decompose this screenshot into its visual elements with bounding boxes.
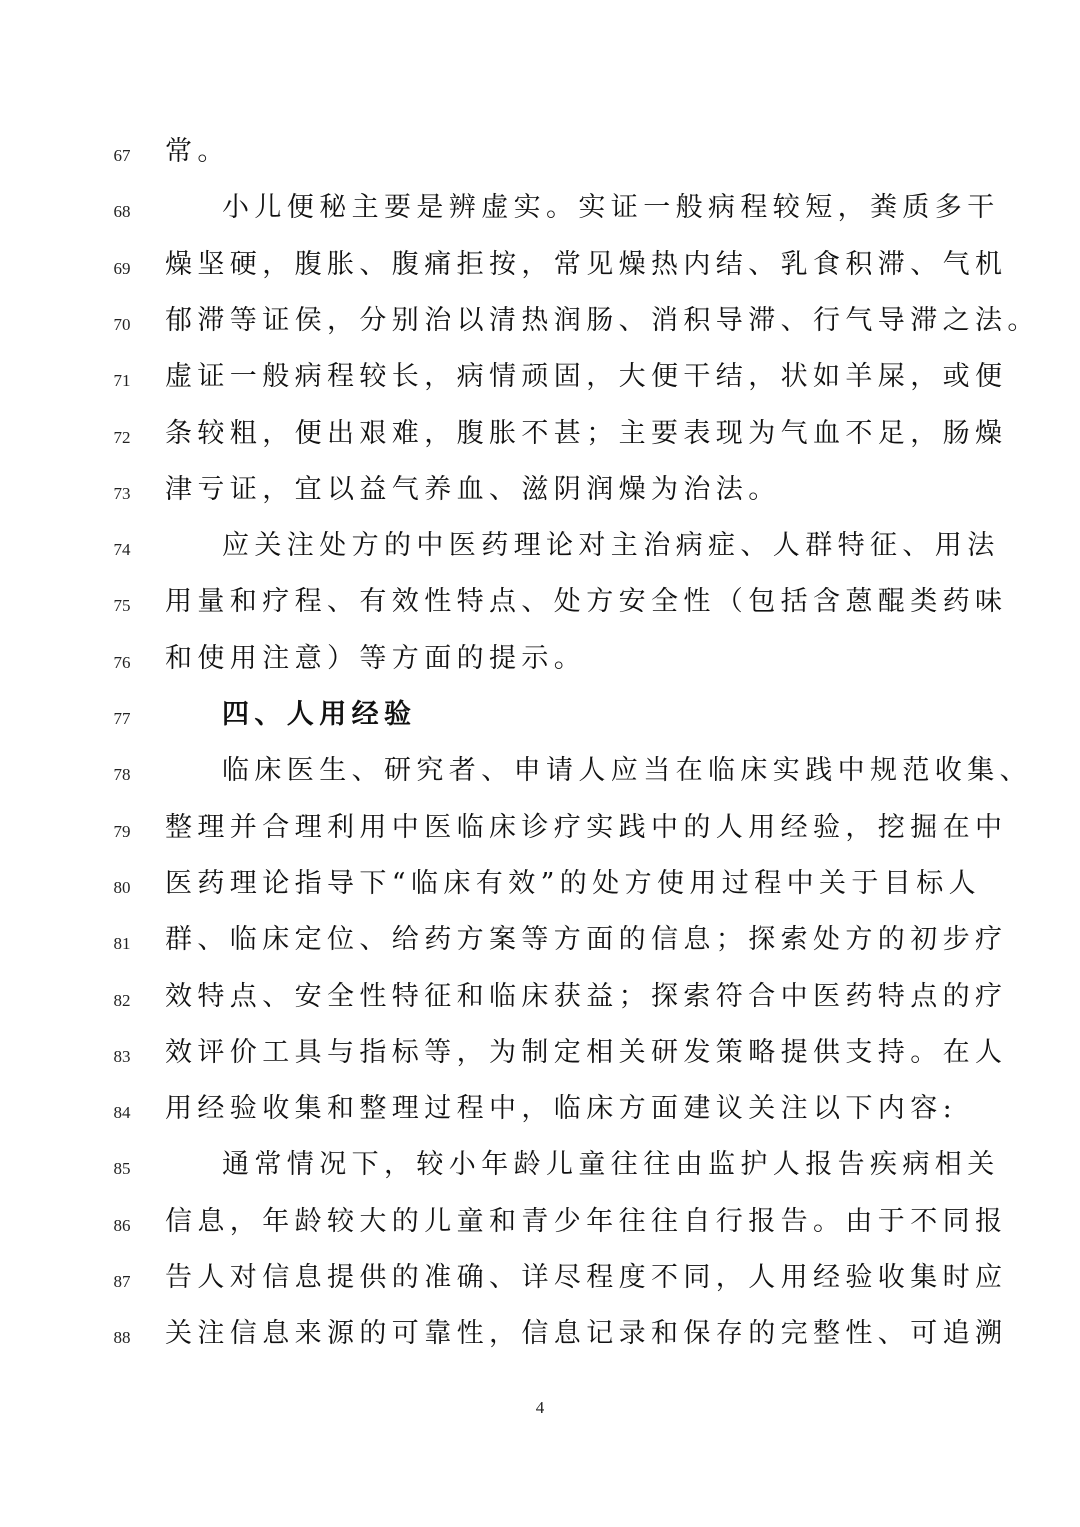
line-text: 临床医生、研究者、申请人应当在临床实践中规范收集、	[222, 755, 1032, 787]
text-line	[0, 635, 1080, 691]
line-number: 82	[113, 990, 131, 1010]
line-number: 81	[113, 934, 131, 954]
text-line	[0, 466, 1080, 522]
section-heading-line	[0, 691, 1080, 747]
line-number: 83	[113, 1046, 131, 1066]
line-text: 条较粗，便出艰难，腹胀不甚；主要表现为气血不足，肠燥	[165, 417, 1008, 449]
line-text: 虚证一般病程较长，病情顽固，大便干结，状如羊屎，或便	[165, 361, 1008, 393]
line-text: 告人对信息提供的准确、详尽程度不同，人用经验收集时应	[165, 1262, 1008, 1293]
text-line	[0, 1254, 1080, 1310]
text-line	[0, 410, 1080, 466]
text-line	[0, 1310, 1080, 1366]
section-heading: 四、人用经验	[222, 699, 417, 730]
line-text: 常。	[165, 136, 230, 167]
text-line	[0, 297, 1080, 353]
text-line	[0, 184, 1080, 240]
line-number: 84	[113, 1103, 131, 1123]
line-text: 信息，年龄较大的儿童和青少年往往自行报告。由于不同报	[165, 1205, 1008, 1237]
line-number: 85	[113, 1159, 131, 1179]
text-line	[0, 973, 1080, 1029]
text-line	[0, 1198, 1080, 1254]
line-number: 79	[113, 821, 131, 841]
line-text: 和使用注意）等方面的提示。	[165, 642, 587, 674]
line-number: 68	[113, 202, 131, 222]
text-line	[0, 241, 1080, 297]
line-number: 86	[113, 1215, 131, 1235]
line-number: 77	[113, 709, 131, 728]
line-number: 76	[113, 652, 131, 672]
text-line	[0, 747, 1080, 803]
line-number: 74	[113, 540, 131, 560]
line-number: 73	[113, 483, 131, 503]
line-text: 津亏证，宜以益气养血、滋阴润燥为治法。	[165, 473, 781, 505]
text-line	[0, 578, 1080, 634]
text-line	[0, 353, 1080, 409]
text-line	[0, 1029, 1080, 1085]
line-text: 效特点、安全性特征和临床获益；探索符合中医药特点的疗	[165, 980, 1008, 1012]
text-line	[0, 1141, 1080, 1197]
line-text: 应关注处方的中医药理论对主治病症、人群特征、用法	[222, 530, 1000, 562]
line-text: 用量和疗程、有效性特点、处方安全性（包括含蒽醌类药味	[165, 586, 1008, 618]
text-line	[0, 1085, 1080, 1141]
line-text: 用经验收集和整理过程中，临床方面建议关注以下内容:	[165, 1093, 958, 1125]
line-number: 69	[113, 258, 131, 278]
line-text: 郁滞等证侯，分别治以清热润肠、消积导滞、行气导滞之法。	[165, 304, 1040, 336]
line-number: 88	[113, 1328, 131, 1348]
text-line	[0, 522, 1080, 578]
text-line	[0, 860, 1080, 916]
line-number: 72	[113, 427, 131, 447]
text-line	[0, 916, 1080, 972]
text-line	[0, 804, 1080, 860]
line-number: 70	[113, 314, 131, 334]
line-number: 80	[113, 877, 131, 897]
page-number: 4	[535, 1398, 545, 1417]
line-number: 71	[113, 371, 131, 391]
line-text: 燥坚硬，腹胀、腹痛拒按，常见燥热内结、乳食积滞、气机	[165, 248, 1008, 280]
line-text: 通常情况下，较小年龄儿童往往由监护人报告疾病相关	[222, 1149, 1000, 1181]
line-text: 医药理论指导下“临床有效”的处方使用过程中关于目标人	[165, 867, 982, 899]
line-text: 效评价工具与指标等，为制定相关研发策略提供支持。在人	[165, 1036, 1008, 1068]
text-line	[0, 128, 1080, 184]
line-number: 78	[113, 765, 131, 785]
line-text: 关注信息来源的可靠性，信息记录和保存的完整性、可追溯	[165, 1318, 1008, 1350]
line-text: 整理并合理利用中医临床诊疗实践中的人用经验，挖掘在中	[165, 811, 1008, 843]
line-number: 67	[113, 146, 131, 165]
line-number: 75	[113, 596, 131, 616]
line-text: 群、临床定位、给药方案等方面的信息；探索处方的初步疗	[165, 924, 1008, 956]
line-number: 87	[113, 1272, 131, 1291]
line-text: 小儿便秘主要是辨虚实。实证一般病程较短，粪质多干	[222, 192, 1000, 224]
